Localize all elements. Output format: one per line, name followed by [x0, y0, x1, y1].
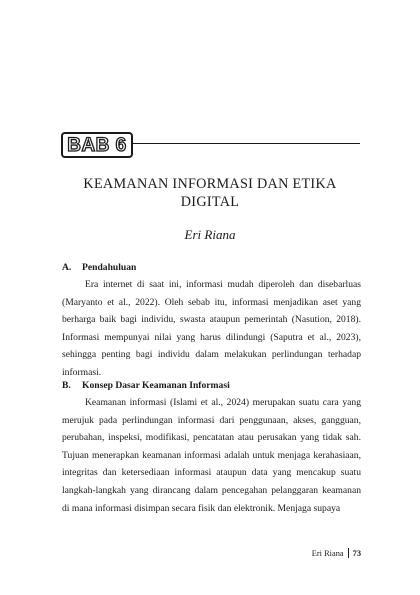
- section-title-a: Pendahuluan: [82, 262, 137, 273]
- page-footer: [312, 548, 361, 558]
- chapter-title: [60, 175, 360, 211]
- section-title-b: Konsep Dasar Keamanan Informasi: [82, 380, 230, 391]
- section-letter-b: B.: [62, 380, 71, 391]
- chapter-badge: [61, 132, 133, 158]
- chapter-title-line-2: DIGITAL: [180, 194, 240, 210]
- section-paragraph-a: Era internet di saat ini, informasi mudah diperoleh dan disebarluas (Maryanto et al., 2022). Oleh sebab itu, informasi menjadikan aset yang berharga baik bagi individu, swasta ataupun pemerintah (Nasution, 2018). Informasi mempunyai nilai yang harus dilindungi (Saputra et al., 2023), sehingga penting bagi individu dalam melakukan perlindungan terhadap informasi.: [62, 279, 361, 378]
- footer-author: Eri Riana: [311, 548, 344, 558]
- chapter-badge-label: BAB 6: [67, 134, 127, 156]
- section-letter-a: A.: [62, 262, 72, 273]
- chapter-author: Eri Riana: [184, 227, 236, 242]
- section-heading-a: [62, 262, 136, 273]
- section-paragraph-b: Keamanan informasi (Islami et al., 2024) merupakan suatu cara yang merujuk pada perlindungan informasi dari penggunaan, akses, gangguan, perubahan, inspeksi, modifikasi, pencatatan atau perusakan yang tidak sah. Tujuan menerapkan keamanan informasi adalah untuk menjaga kerahasiaan, integritas dan ketersediaan informasi ataupun data yang mencakup suatu langkah-langkah yang dirancang dalam pencegahan pelanggaran keamanan di mana informasi disimpan secara fisik dan elektronik. Menjaga supaya: [62, 397, 361, 514]
- chapter-title-line-1: KEAMANAN INFORMASI DAN ETIKA: [83, 176, 337, 192]
- footer-separator: [348, 548, 349, 558]
- section-heading-b: [62, 380, 230, 391]
- page-number: 73: [352, 548, 361, 558]
